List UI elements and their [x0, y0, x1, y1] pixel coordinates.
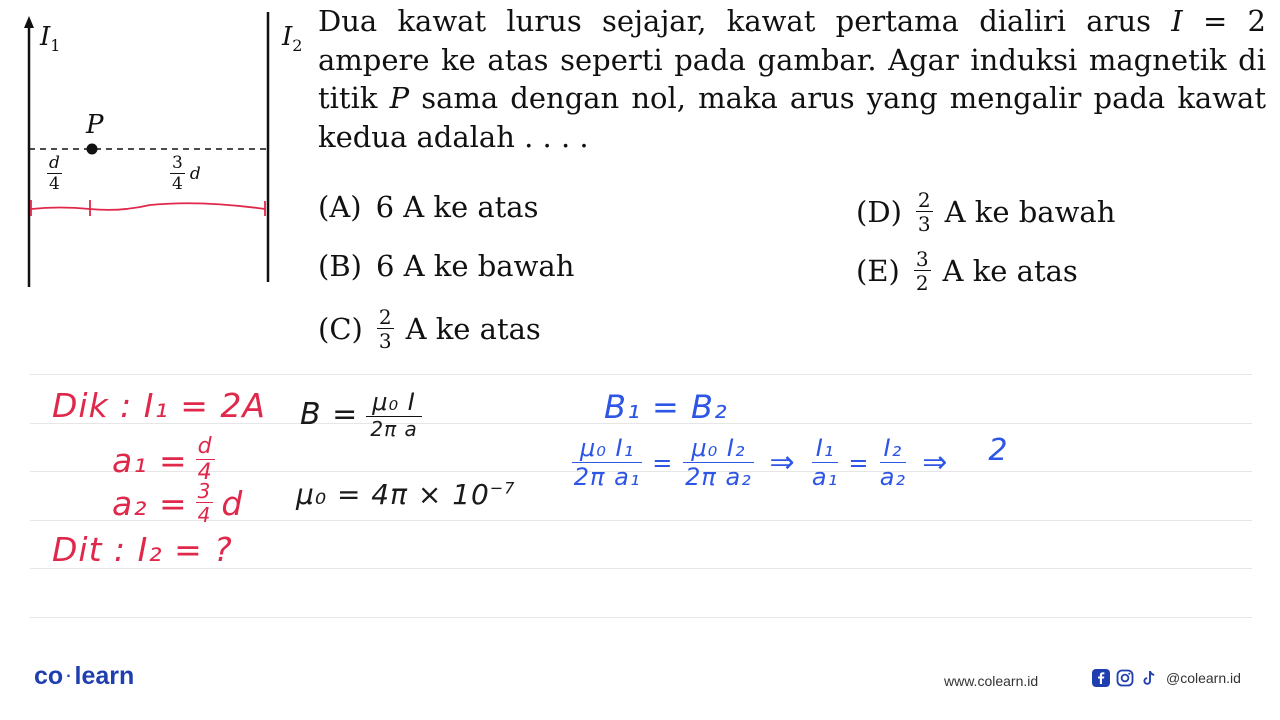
distance-2-fraction: $\frac{3}{4}$ d	[172, 153, 201, 194]
measurement-line	[31, 203, 265, 210]
colearn-logo: co · learn	[34, 662, 135, 690]
current-arrow-up-icon	[24, 16, 34, 28]
point-p-label: P	[86, 110, 104, 140]
distance-1-fraction: $\frac{d}{4}$	[49, 153, 60, 194]
social-links	[1092, 669, 1241, 687]
option-c[interactable]: (C) $\frac{2}{3}$ A ke atas	[318, 305, 541, 353]
note-formula-b: B = $\frac{\text{μ₀ I}}{\text{2π a}}$	[300, 390, 422, 439]
note-ratio-equation: $\frac{\text{μ₀ I₁}}{\text{2π a₁}}$ = $\frac{\text{μ₀ I₂}}{\text{2π a₂}}$ ⇒ $\frac{\text{I₁}}{\text{a₁}}$ = $\frac{\text{I₂}}{\text{a₂}}$ ⇒ 2	[573, 433, 1009, 491]
point-p-dot	[87, 144, 98, 155]
notebook-rule	[30, 617, 1252, 618]
wire-1-label: $I_1$	[40, 22, 61, 56]
wire-2-label: $I_2$	[282, 22, 303, 56]
note-a2: a₂ = $\frac{3}{4}$ d	[112, 479, 244, 527]
note-mu0: $\mu_0 = 4\pi \times 10^{-7}$	[296, 478, 516, 511]
note-b-equal: B₁ = B₂	[604, 388, 728, 426]
social-handle[interactable]: @colearn.id	[1166, 670, 1241, 686]
instagram-icon[interactable]	[1116, 669, 1134, 687]
note-asked-i2: Dit : I₂ = ?	[52, 530, 233, 569]
website-link[interactable]: www.colearn.id	[944, 673, 1039, 689]
facebook-icon[interactable]	[1092, 669, 1110, 687]
option-e[interactable]: (E) $\frac{3}{2}$ A ke atas	[856, 247, 1078, 295]
option-b[interactable]: (B) 6 A ke bawah	[318, 249, 575, 283]
tiktok-icon[interactable]	[1140, 669, 1158, 687]
notebook-rule	[30, 374, 1252, 375]
option-a[interactable]: (A) 6 A ke atas	[318, 190, 539, 224]
note-given-i1: Dik : I₁ = 2A	[52, 386, 266, 425]
note-a1: a₁ = $\frac{d}{4}$	[112, 434, 213, 485]
option-d[interactable]: (D) $\frac{2}{3}$ A ke bawah	[856, 188, 1116, 236]
question-text: Dua kawat lurus sejajar, kawat pertama dialiri arus I = 2 ampere ke atas seperti pada gambar. Agar induksi magnetik di titik P sama dengan nol, maka arus yang mengalir pada kawat kedua adalah . . . .	[318, 4, 1266, 154]
